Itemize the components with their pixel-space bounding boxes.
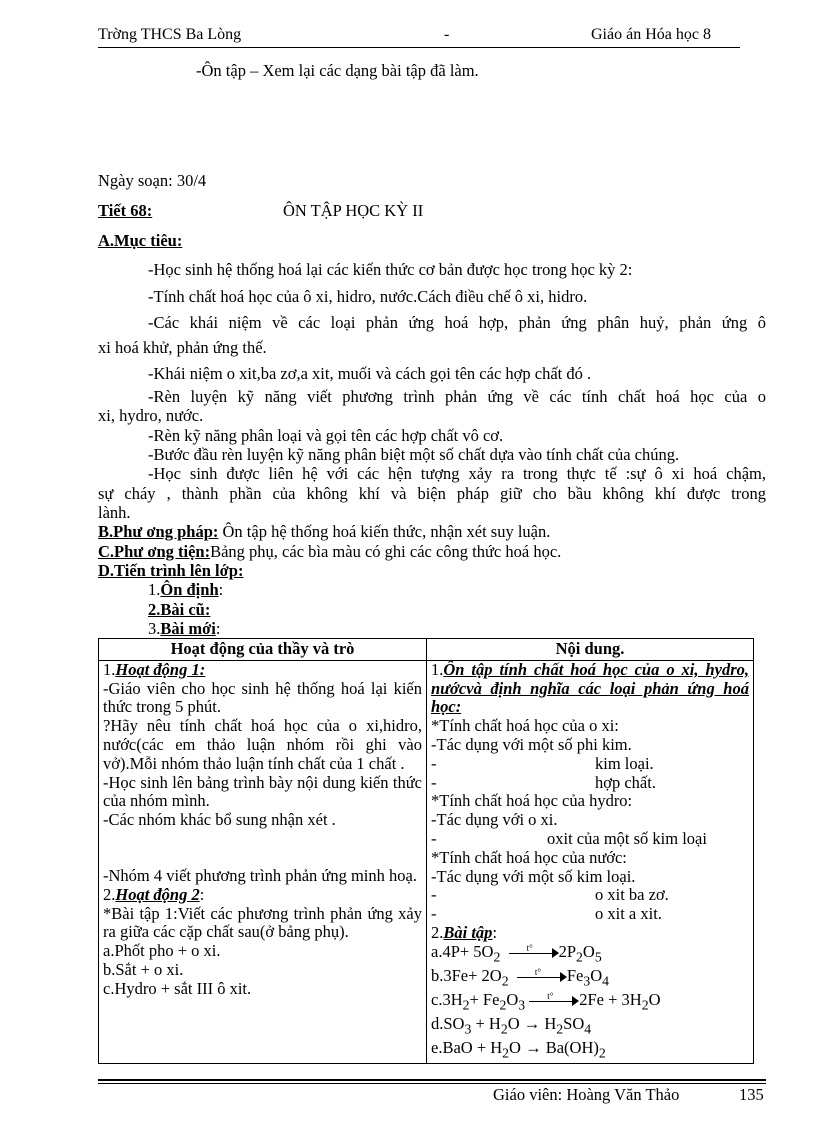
list-item: - o xit ba zơ.	[431, 885, 669, 905]
objective-item: -Các khái niệm về các loại phản ứng hoá hợp, phản ứng phân huỷ, phản ứng ô	[148, 313, 766, 332]
method-heading: B.Phư ơng pháp:	[98, 522, 219, 541]
objective-item: -Rèn luyện kỹ năng viết phương trình phản ứng về các tính chất hoá học của o	[148, 387, 766, 406]
content-section-1-title: Ôn tập tính chất hoá học của o xi, hydro, nướcvà định nghĩa các loại phản ứng hoá học:	[431, 659, 749, 717]
objective-item: lành.	[98, 503, 131, 522]
list-item: -Tác dụng với một số kim loại.	[431, 866, 636, 886]
heat-arrow-icon: t°	[509, 947, 559, 959]
page-header	[98, 26, 740, 48]
activity-1-text: -Giáo viên cho học sinh hệ thống hoá lại kiến thức trong 5 phút.	[103, 678, 422, 717]
method-line	[98, 522, 550, 542]
equation-a: $a.4P+ 5O_2$ t° $2P_2O_5$	[431, 941, 602, 965]
lesson-number: Tiết 68:	[98, 201, 153, 220]
heat-arrow-icon: t°	[517, 971, 567, 983]
activity-1-title: Hoạt động 1:	[115, 659, 206, 679]
previous-note: -Ôn tập – Xem lại các dạng bài tập đã làm.	[196, 61, 479, 80]
page-footer	[493, 1085, 764, 1105]
step-stabilize: 1.Ôn định:	[148, 580, 224, 599]
content-cell: 1.Ôn tập tính chất hoá học của o xi, hydro, nướcvà định nghĩa các loại phản ứng hoá học: *Tính chất hoá học của o xi: -Tác dụng với một số phi kim. - kim loại. - hợp chất. *Tính chất hoá học của hydro: -Tác dụng với o xi. - oxit của một số kim loại *Tính chất hoá học của nước: -Tác dụng với một số kim loại. - o xit ba zơ. - o xit a xit. 2.Bài tập: $a.4P+ 5O_2$ t° $2P_2O_5$ $b.3Fe+ 2O_2$ t° $Fe_3O_4$ $c.3H_2+ Fe_2O_3$ t° $2Fe + 3H_2O$ $d.SO_3 + H_2O \to H_2SO_4$ $e.BaO + H_2O \to Ba(OH)_2$	[427, 660, 754, 1063]
objective-item: -Khái niệm o xit,ba zơ,a xit, muối và cách gọi tên các hợp chất đó .	[148, 364, 592, 383]
pair-item: a.Phốt pho + o xi.	[103, 941, 221, 961]
list-item: - hợp chất.	[431, 772, 656, 792]
lesson-table	[98, 638, 754, 1064]
means-heading: C.Phư ơng tiện:	[98, 542, 211, 561]
objective-item: xi, hydro, nước.	[98, 406, 204, 425]
list-item: - kim loại.	[431, 753, 654, 773]
group4-text: -Nhóm 4 viết phương trình phản ứng minh hoạ.	[103, 865, 417, 885]
header-activities: Hoạt động của thầy và trò	[99, 639, 427, 661]
objective-item: -Tính chất hoá học của ô xi, hidro, nước.Cách điều chế ô xi, hidro.	[148, 287, 588, 306]
equation-e: $e.BaO + H_2O \to Ba(OH)_2$	[431, 1038, 606, 1061]
arrow-icon: →	[523, 1014, 541, 1034]
arrow-icon: →	[525, 1038, 542, 1058]
pair-item: c.Hydro + sắt III ô xit.	[103, 978, 252, 998]
section-a-heading: A.Mục tiêu:	[98, 231, 183, 250]
section-d-heading: D.Tiến trình lên lớp:	[98, 561, 244, 580]
list-item: -Tác dụng với một số phi kim.	[431, 734, 632, 754]
lesson-title: ÔN TẬP HỌC KỲ II	[283, 201, 424, 220]
header-dash: -	[444, 26, 450, 43]
objective-item: xi hoá khử, phản ứng thế.	[98, 338, 267, 357]
list-item: - oxit của một số kim loại	[431, 828, 707, 848]
question-text: ?Hãy nêu tính chất hoá học của o xi,hidro, nước(các em thảo luận nhóm rồi ghi vào vở).Mỗi nhóm thảo luận tính chất của 1 chất .	[103, 716, 422, 773]
objective-item: -Rèn kỹ năng phân loại và gọi tên các hợp chất vô cơ.	[148, 426, 504, 445]
present-text: -Học sinh lên bảng trình bày nội dung kiến thức của nhóm mình.	[103, 772, 422, 811]
equation-d: $d.SO_3 + H_2O \to H_2SO_4$	[431, 1014, 592, 1037]
step-new-lesson: 3.Bài mới:	[148, 619, 221, 638]
header-subject: Giáo án Hóa học 8	[591, 26, 711, 43]
header-content: Nội dung.	[427, 639, 754, 661]
page-number: 135	[739, 1085, 764, 1104]
activity-2-title: Hoạt động 2	[115, 884, 200, 904]
objective-item: -Học sinh hệ thống hoá lại các kiến thức cơ bản được học trong học kỳ 2:	[148, 260, 633, 279]
exercise-text: *Bài tập 1:Viết các phương trình phản ứng xảy ra giữa các cặp chất sau(ở bảng phụ).	[103, 903, 422, 942]
list-item: -Tác dụng với o xi.	[431, 810, 558, 830]
date-line: Ngày soạn: 30/4	[98, 171, 207, 190]
equation-b: $b.3Fe+ 2O_2$ t° $Fe_3O_4$	[431, 965, 610, 989]
step-old-lesson: 2.Bài cũ:	[148, 600, 211, 619]
table-row	[99, 660, 754, 1063]
content-section-2-title: Bài tập	[443, 922, 493, 942]
objective-item: sự cháy , thành phần của không khí và biện pháp giữ cho bầu không khí được trong	[98, 484, 766, 503]
means-text: Bảng phụ, các bìa màu có ghi các công thức hoá học.	[210, 542, 562, 561]
pair-item: b.Sắt + o xi.	[103, 959, 184, 979]
heat-arrow-icon: t°	[529, 995, 579, 1007]
means-line	[98, 542, 561, 562]
oxi-title: *Tính chất hoá học của o xi:	[431, 716, 619, 736]
others-text: -Các nhóm khác bổ sung nhận xét .	[103, 810, 336, 830]
footer-rule	[98, 1079, 766, 1081]
header-school: Trờng THCS Ba Lòng	[98, 26, 242, 43]
footer-rule	[98, 1083, 766, 1084]
objective-item: -Học sinh được liên hệ với các hện tượng xảy ra trong thực tế :sự ô xi hoá chậm,	[148, 464, 766, 483]
header-rule	[98, 47, 740, 48]
objective-item: -Bước đầu rèn luyện kỹ năng phân biệt một số chất dựa vào tính chất của chúng.	[148, 445, 680, 464]
hydro-title: *Tính chất hoá học của hydro:	[431, 791, 633, 811]
activities-cell: 1.Hoạt động 1: -Giáo viên cho học sinh hệ thống hoá lại kiến thức trong 5 phút. ?Hãy nêu tính chất hoá học của o xi,hidro, nước(các em thảo luận nhóm rồi ghi vào vở).Mỗi nhóm thảo luận tính chất của 1 chất . -Học sinh lên bảng trình bày nội dung kiến thức của nhóm mình. -Các nhóm khác bổ sung nhận xét . -Nhóm 4 viết phương trình phản ứng minh hoạ. 2.Hoạt động 2: *Bài tập 1:Viết các phương trình phản ứng xảy ra giữa các cặp chất sau(ở bảng phụ). a.Phốt pho + o xi. b.Sắt + o xi. c.Hydro + sắt III ô xit.	[99, 660, 427, 1063]
list-item: - o xit a xit.	[431, 904, 662, 924]
method-text: Ôn tập hệ thống hoá kiến thức, nhận xét suy luận.	[218, 522, 551, 541]
water-title: *Tính chất hoá học của nước:	[431, 847, 627, 867]
table-header-row	[99, 639, 754, 661]
equation-c: $c.3H_2+ Fe_2O_3$ t° $2Fe + 3H_2O$	[431, 989, 661, 1013]
footer-teacher: Giáo viên: Hoàng Văn Thảo	[493, 1085, 680, 1104]
